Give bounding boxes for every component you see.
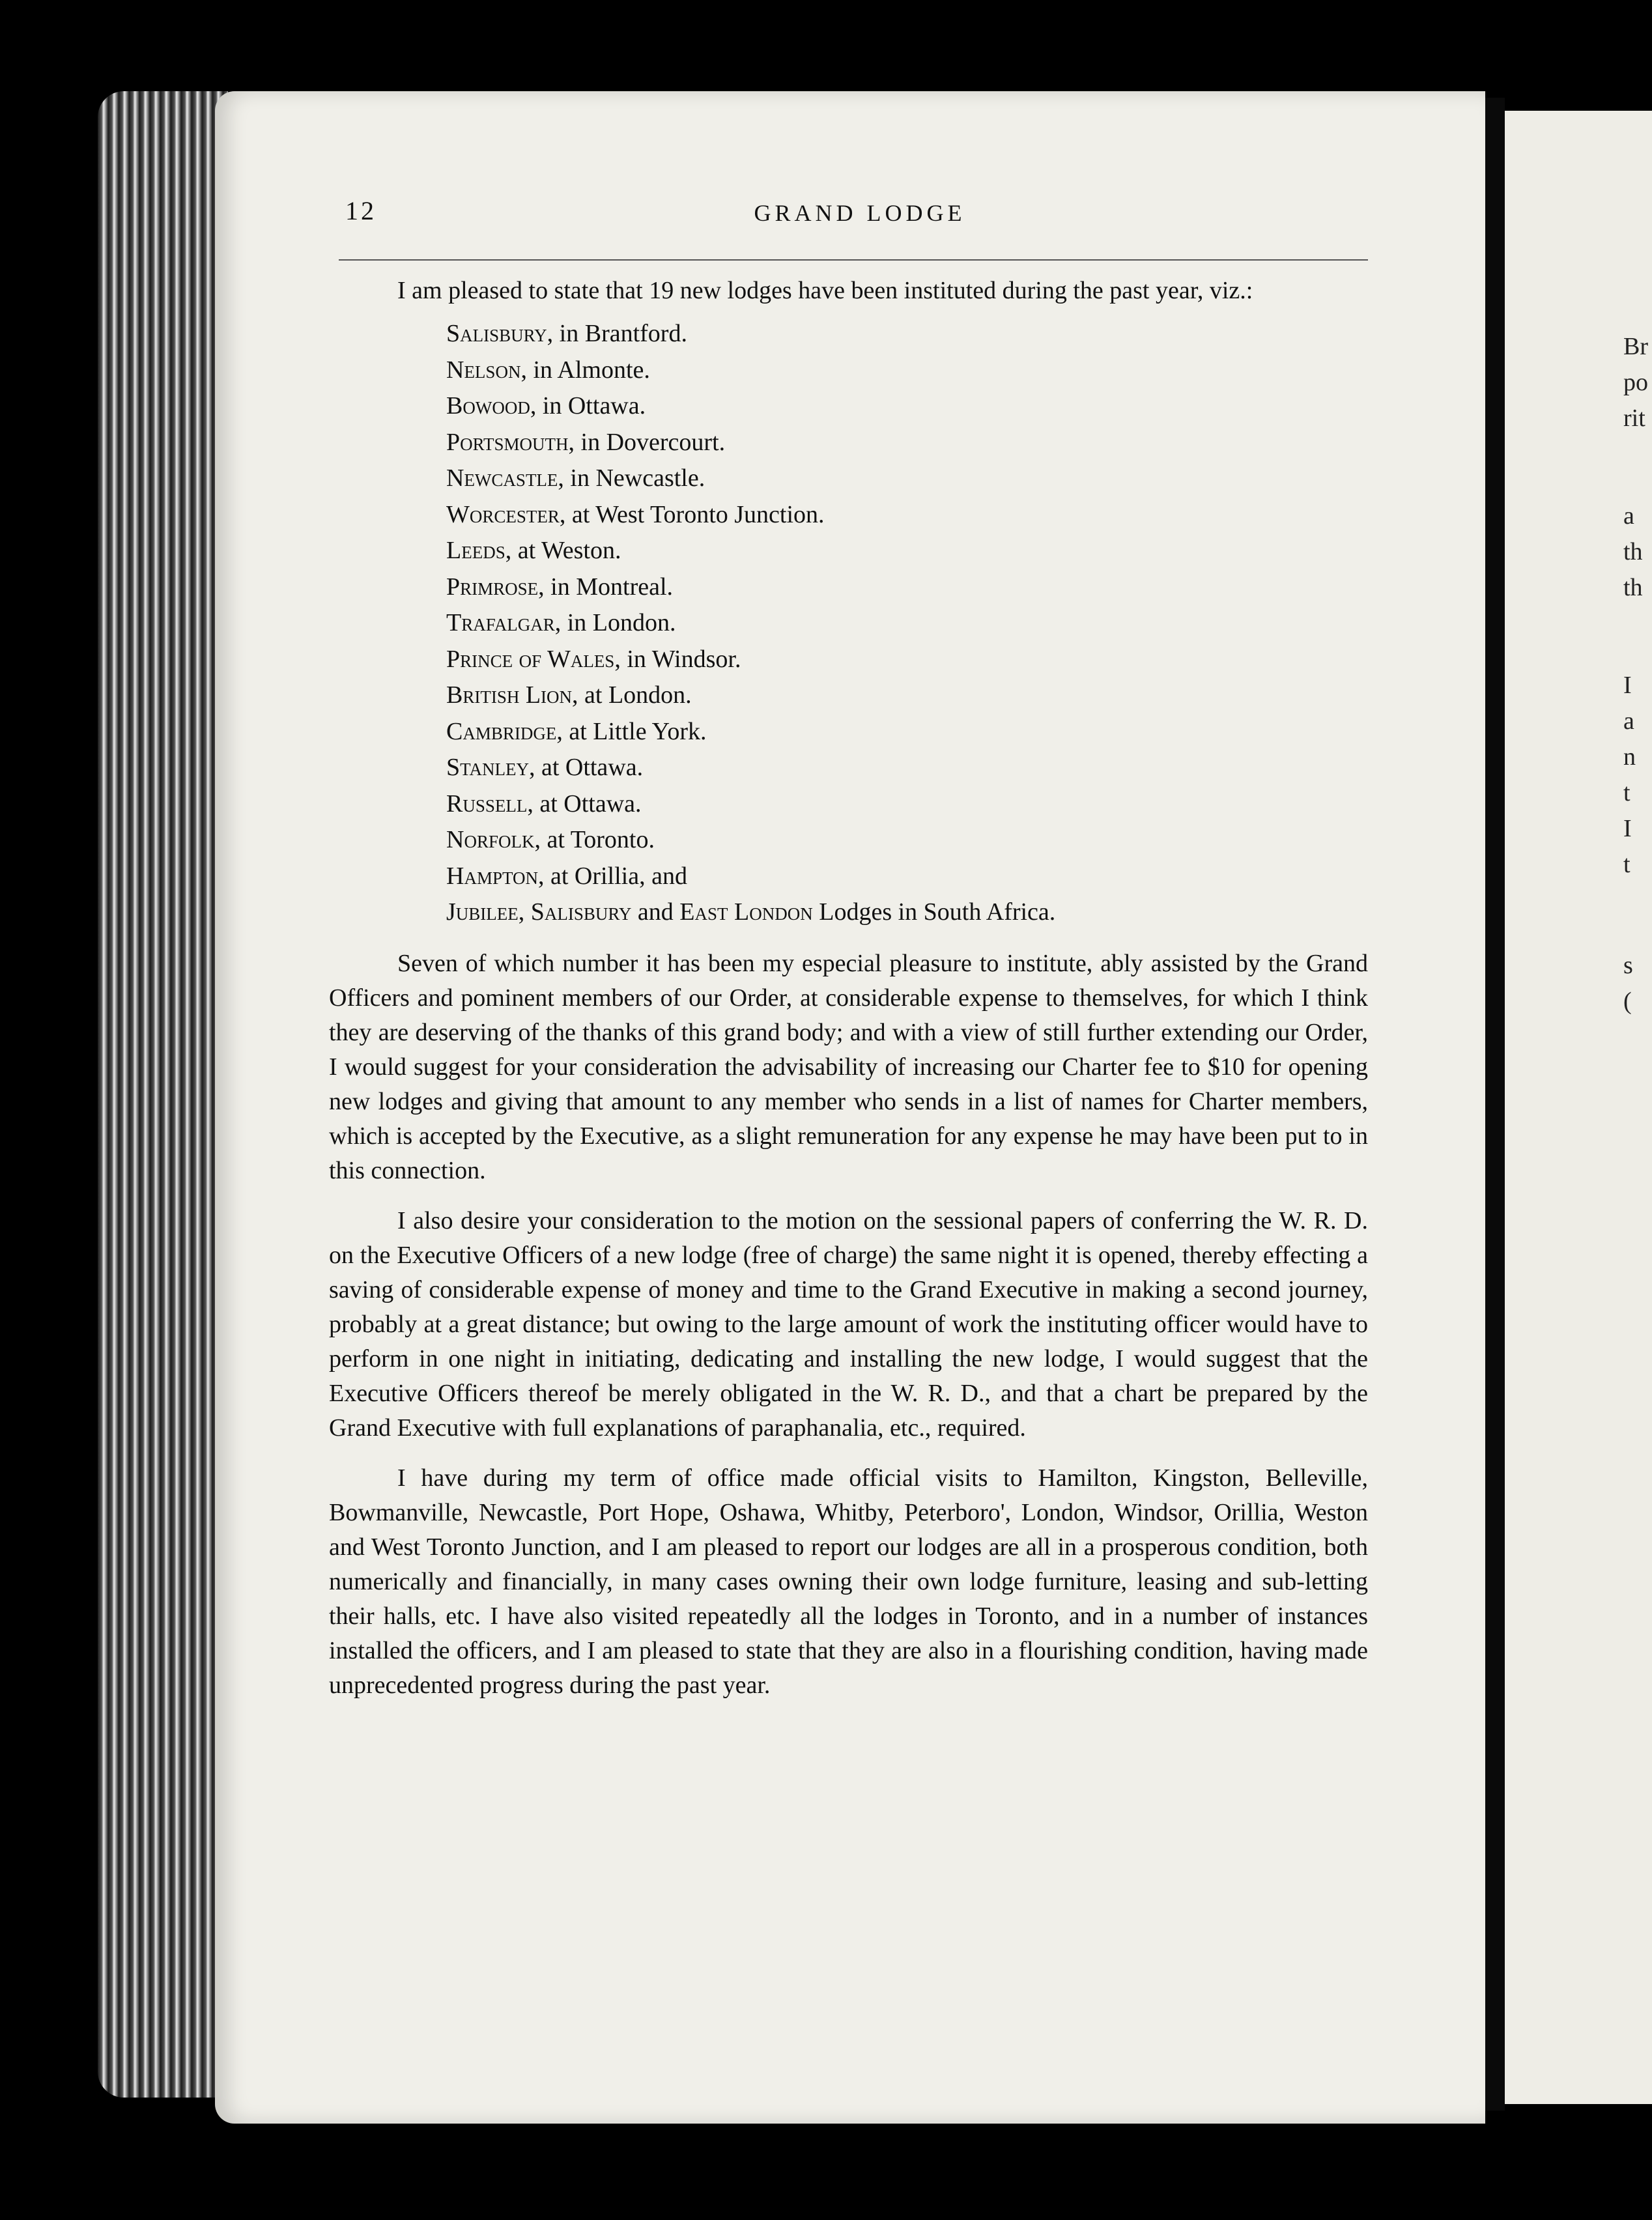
body-paragraph: I have during my term of office made official visits to Hamilton, Kingston, Belleville, Bowmanville, Newcastle, Port Hope, Oshawa, Whitby, Peterboro', London, Windsor, Orillia, Weston and West Toronto Junction, and I am pleased to report our lodges are all in a prosperous condition, both numerically and financially, in many cases owning their own lodge furniture, leasing and sub-letting their halls, etc. I have also visited repeatedly all the lodges in Toronto, and in a number of instances installed the officers, and I am pleased to state that they are also in a flourishing condition, having made unprecedented progress during the past year. [329, 1464, 1368, 1699]
facing-fragment: n [1623, 743, 1636, 771]
lodge-item [446, 497, 1368, 534]
lodge-name: Nelson [446, 356, 521, 384]
lodge-name: Newcastle [446, 464, 558, 492]
lodge-item [446, 714, 1368, 750]
lodge-name: Stanley [446, 754, 529, 781]
lodge-name: Salisbury [446, 320, 547, 347]
lodge-name: Leeds [446, 537, 506, 564]
lodge-item [446, 642, 1368, 678]
facing-fragment: t [1623, 851, 1631, 878]
lodge-location: , at Toronto. [534, 826, 655, 853]
facing-fragment: th [1623, 538, 1643, 565]
book-gutter [1485, 98, 1505, 2111]
lodge-location: , at Orillia, and [537, 862, 687, 890]
lodge-item [446, 425, 1368, 461]
lodge-location: , at Ottawa. [528, 754, 644, 781]
body-paragraph: Seven of which number it has been my especial pleasure to institute, ably assisted by the Grand Officers and pominent members of our Order, at considerable expense to themselves, for which I think they are deserving of the thanks of this grand body; and with a view of still further extending our Order, I would suggest for your consideration the advisability of increasing our Charter fee to $10 for opening new lodges and giving that amount to any member who sends in a list of names for Charter members, which is accepted by the Executive, as a slight remuneration for any expense he may have been put to in this connection. [329, 949, 1368, 1184]
facing-fragment: Br [1623, 333, 1648, 360]
lodge-location: , at West Toronto Junction. [559, 500, 825, 528]
facing-fragment: ( [1623, 988, 1632, 1015]
facing-fragment: a [1623, 707, 1634, 735]
lodge-name: Worcester [446, 500, 560, 528]
lodge-location: , in Dovercourt. [568, 428, 726, 456]
lodge-location: , at London. [572, 681, 692, 709]
lodge-name: Russell [446, 790, 528, 818]
lodge-item [446, 894, 1368, 931]
lodge-location: Lodges in South Africa. [812, 898, 1056, 926]
page-header [345, 195, 1374, 235]
book-page-edges [98, 91, 228, 2098]
lodge-item [446, 316, 1368, 352]
lodge-name: Hampton [446, 862, 538, 890]
lodge-item [446, 822, 1368, 859]
facing-fragment: t [1623, 779, 1631, 806]
lodge-item [446, 605, 1368, 642]
lodge-location: , in Windsor. [614, 645, 741, 673]
page-body [329, 274, 1368, 1703]
lodge-list [446, 316, 1368, 931]
lodge-name: Cambridge [446, 717, 557, 745]
facing-fragment: I [1623, 672, 1632, 699]
facing-fragment: th [1623, 574, 1643, 601]
lodge-item [446, 388, 1368, 425]
lodge-location: , at Weston. [505, 537, 621, 564]
lodge-name: Jubilee, Salisbury [446, 898, 632, 926]
lodge-name: East London [679, 898, 813, 926]
lodge-location: , in London. [554, 609, 676, 636]
lodge-location: , in Brantford. [547, 320, 687, 347]
facing-fragment: rit [1623, 405, 1645, 432]
lodge-location: , in Almonte. [520, 356, 650, 384]
lodge-location: , at Ottawa. [527, 790, 642, 818]
lodge-item [446, 533, 1368, 569]
intro-paragraph: I am pleased to state that 19 new lodges have been instituted during the past year, viz.: [397, 277, 1253, 304]
body-paragraph: I also desire your consideration to the motion on the sessional papers of conferring the W. R. D. on the Executive Officers of a new lodge (free of charge) the same night it is opened, thereby effecting a saving of considerable expense of money and time to the Grand Executive in making a second journey, probably at a great distance; but owing to the large amount of work the instituting officer would have to perform in one night in initiating, dedicating and installing the new lodge, I would suggest that the Executive Officers thereof be merely obligated in the W. R. D., and that a chart be prepared by the Grand Executive with full explanations of paraphanalia, etc., required. [329, 1206, 1368, 1442]
lodge-name: British Lion [446, 681, 573, 709]
page-number: 12 [345, 196, 377, 225]
facing-fragment: a [1623, 502, 1634, 530]
lodge-name: Prince of Wales [446, 645, 615, 673]
header-rule [339, 259, 1368, 261]
lodge-name: Portsmouth [446, 428, 569, 456]
lodge-item [446, 352, 1368, 389]
lodge-name: Trafalgar [446, 609, 555, 636]
lodge-item [446, 859, 1368, 895]
lodge-connector: and [631, 898, 680, 926]
lodge-location: , in Ottawa. [530, 392, 646, 420]
lodge-location: , in Montreal. [538, 573, 674, 601]
lodge-item [446, 786, 1368, 823]
lodge-item [446, 677, 1368, 714]
facing-fragment: po [1623, 369, 1648, 396]
lodge-item [446, 750, 1368, 786]
lodge-item [446, 569, 1368, 606]
facing-fragment: I [1623, 815, 1632, 842]
lodge-name: Norfolk [446, 826, 535, 853]
lodge-location: , at Little York. [556, 717, 707, 745]
lodge-location: , in Newcastle. [558, 464, 705, 492]
facing-page [1505, 111, 1652, 2104]
lodge-name: Bowood [446, 392, 530, 420]
lodge-name: Primrose [446, 573, 539, 601]
facing-fragment: s [1623, 952, 1633, 979]
lodge-item [446, 461, 1368, 497]
running-title: GRAND LODGE [754, 200, 966, 226]
